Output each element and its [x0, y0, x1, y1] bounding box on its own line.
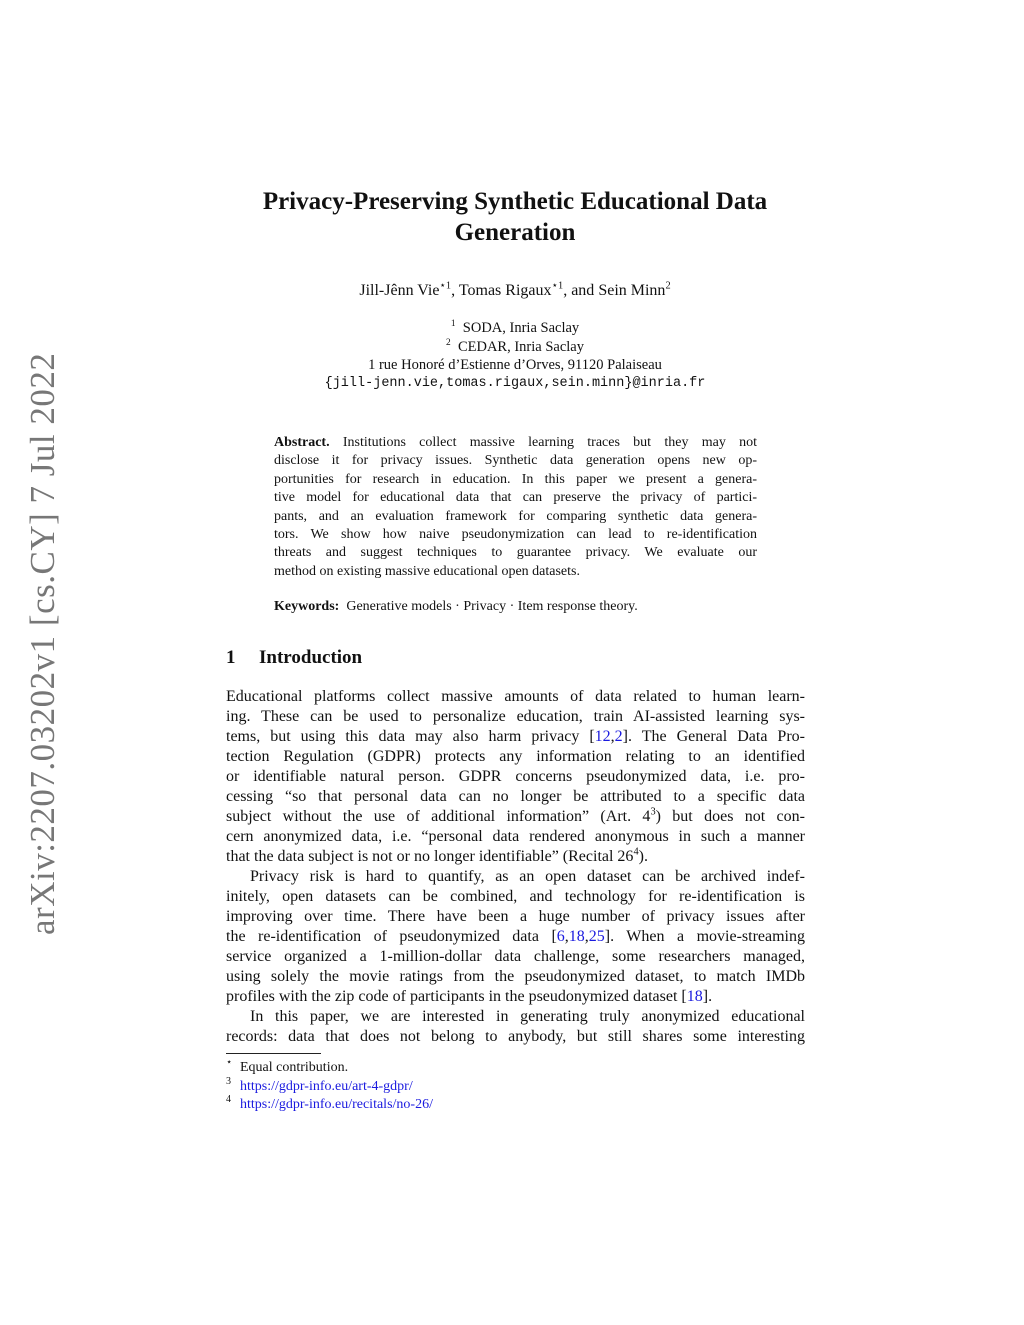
keywords-label: Keywords: [274, 599, 340, 614]
footnote: $^4$ https://gdpr-info.eu/recitals/no-26/ [226, 1094, 433, 1112]
citation-link[interactable]: 6 [556, 928, 565, 945]
abstract-text: threats and suggest techniques to guarantee privacy. We evaluate our [274, 545, 757, 561]
text: ). [638, 848, 648, 865]
footnote-link[interactable]: https://gdpr-info.eu/recitals/no-26/ [240, 1097, 433, 1112]
text-line [226, 887, 805, 907]
text: ]. When a movie-streaming [604, 928, 805, 945]
text: records: data that does not belong to anybody, but still shares some interesting [226, 1028, 805, 1045]
text: , [564, 928, 569, 945]
section-title: Introduction [259, 647, 363, 668]
text: In this paper, we are interested in generating truly anonymized educational [250, 1008, 805, 1025]
keywords [274, 599, 757, 615]
paragraph [226, 1007, 805, 1047]
text: tection Regulation (GDPR) protects any information relating to an identified [226, 748, 805, 765]
citation-link[interactable]: 2 [614, 728, 623, 745]
text-line [226, 767, 805, 787]
abstract-text: tive model for educational data that can preserve the privacy of partici- [274, 490, 757, 506]
emails: {jill-jenn.vie,tomas.rigaux,sein.minn}@inria.fr [324, 375, 706, 391]
footnote-rule [226, 1053, 321, 1054]
affiliation: $^2$ CEDAR, Inria Saclay [446, 337, 584, 355]
footnotes [226, 1059, 433, 1115]
text: Educational platforms collect massive amounts of data related to human learn- [226, 688, 805, 705]
text-line [226, 987, 805, 1007]
abstract-line [274, 508, 757, 526]
text-line [226, 907, 805, 927]
abstract-line [274, 544, 757, 562]
footnote-mark: 4 [633, 846, 639, 858]
author-name: Sein Minn [598, 282, 666, 299]
citation-link[interactable]: 25 [588, 928, 605, 945]
text-line [226, 807, 805, 827]
author-affil-mark: ⋆1 [551, 280, 564, 292]
abstract-line [274, 489, 757, 507]
arxiv-stamp: arXiv:2207.03202v1 [cs.CY] 7 Jul 2022 [23, 352, 62, 935]
body-text [226, 687, 805, 1047]
citation-link[interactable]: 18 [568, 928, 585, 945]
footnote-text: Equal contribution. [240, 1060, 349, 1075]
paper-title [0, 186, 1024, 248]
address: 1 rue Honoré d’Estienne d’Orves, 91120 Palaiseau [368, 357, 662, 373]
abstract [274, 434, 757, 581]
abstract-text: portunities for research in education. In this paper we present a genera- [274, 471, 757, 487]
author-name: Tomas Rigaux [458, 282, 552, 299]
text: Privacy risk is hard to quantify, as an open dataset can be archived indef- [250, 868, 805, 885]
footnote-link[interactable]: https://gdpr-info.eu/art-4-gdpr/ [240, 1078, 413, 1094]
text: cessing “so that personal data can no longer be attributed to a specific data [226, 788, 805, 805]
text-line [226, 847, 805, 867]
footnote: ⋆ Equal contribution. [226, 1057, 349, 1075]
affiliations [0, 319, 1024, 393]
author-list [0, 282, 1024, 300]
affiliation: $^1$ SODA, Inria Saclay [450, 319, 580, 336]
abstract-line [274, 434, 757, 452]
title-line: Privacy-Preserving Synthetic Educational Data [262, 188, 768, 215]
paragraph [226, 867, 805, 1007]
text: ]. The General Data Pro- [622, 728, 805, 745]
author-separator: , [451, 282, 459, 299]
text: profiles with the zip code of participants in the pseudonymized dataset [ [226, 988, 687, 1005]
paragraph [226, 687, 805, 867]
text-line [226, 787, 805, 807]
text-line [226, 747, 805, 767]
text: improving over time. There have been a huge number of privacy issues after [226, 908, 805, 925]
author-affil-mark: ⋆1 [439, 280, 452, 292]
citation-link[interactable]: 18 [686, 988, 703, 1005]
section-heading [226, 647, 362, 669]
abstract-line [274, 526, 757, 544]
text: or identifiable natural person. GDPR concerns pseudonymized data, i.e. pro- [226, 768, 805, 785]
text: ) but does not con- [655, 808, 805, 825]
text-line [226, 1027, 805, 1047]
text: tems, but using this data may also harm privacy [ [226, 728, 595, 745]
text-line [226, 827, 805, 847]
text-line [226, 967, 805, 987]
abstract-text: disclose it for privacy issues. Synthetic data generation opens new op- [274, 453, 757, 469]
text-line [226, 707, 805, 727]
section-number: 1 [226, 647, 236, 668]
text-line [226, 867, 805, 887]
text: that the data subject is not or no longer identifiable” (Recital 26 [226, 848, 634, 865]
abstract-line [274, 452, 757, 470]
text: service organized a 1-million-dollar data challenge, some researchers managed, [226, 948, 805, 965]
abstract-label: Abstract. [274, 435, 330, 450]
text: using solely the movie ratings from the pseudonymized dataset, to match IMDb [226, 968, 805, 985]
text-line [226, 927, 805, 947]
text: , [584, 928, 589, 945]
text: the re-identification of pseudonymized data [ [226, 928, 557, 945]
text-line [226, 1007, 805, 1027]
text-line [226, 947, 805, 967]
text: initely, open datasets can be combined, and technology for re-identification is [226, 888, 805, 905]
text: subject without the use of additional information” (Art. 4 [226, 808, 651, 825]
text: cern anonymized data, i.e. “personal data rendered anonymous in such a manner [226, 828, 805, 845]
abstract-text: method on existing massive educational open datasets. [274, 563, 580, 579]
keywords-text: Generative models · Privacy · Item response theory. [346, 599, 638, 614]
text: ing. These can be used to personalize education, train AI-assisted learning sys- [226, 708, 805, 725]
footnote-mark: 3 [650, 806, 656, 818]
abstract-text: tors. We show how naive pseudonymization can lead to re-identification [274, 527, 757, 543]
title-line: Generation [454, 219, 576, 246]
text-line [226, 687, 805, 707]
footnote: $^3$ https://gdpr-info.eu/art-4-gdpr/ [226, 1075, 413, 1094]
abstract-line [274, 471, 757, 489]
text-line [226, 727, 805, 747]
author-affil-mark: 2 [665, 280, 671, 292]
abstract-text: Institutions collect massive learning traces but they may not [329, 435, 757, 450]
abstract-text: pants, and an evaluation framework for comparing synthetic data genera- [274, 508, 757, 524]
text: , [610, 728, 615, 745]
text: ]. [702, 988, 713, 1005]
author-separator: , and [563, 282, 599, 299]
citation-link[interactable]: 12 [594, 728, 611, 745]
abstract-line [274, 563, 757, 581]
author-name: Jill-Jênn Vie [359, 282, 440, 299]
